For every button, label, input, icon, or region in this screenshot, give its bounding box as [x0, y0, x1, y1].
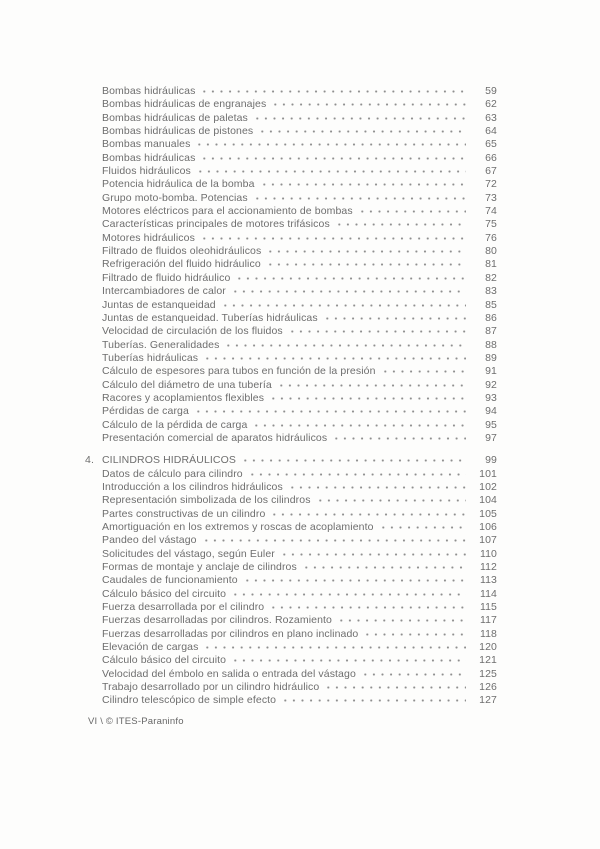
toc-entry-label: Caudales de funcionamiento — [102, 574, 238, 587]
toc-entry — [85, 379, 497, 392]
toc-entry-label: Intercambiadores de calor — [102, 285, 226, 298]
toc-entry — [85, 481, 497, 494]
dot-leader — [258, 127, 466, 134]
dot-leader — [253, 194, 466, 201]
dot-leader — [381, 367, 466, 374]
toc-entry-label: Racores y acoplamientos flexibles — [102, 391, 265, 404]
toc-entry — [85, 614, 497, 627]
toc-entry-label: Refrigeración del fluido hidráulico — [102, 258, 261, 271]
dot-leader — [221, 301, 466, 308]
toc-entry — [85, 574, 497, 587]
toc-entry — [85, 494, 497, 507]
toc-entry — [85, 588, 497, 601]
toc-entry-page-number: 80 — [485, 245, 497, 258]
dot-leader — [281, 696, 466, 703]
toc-entry-page-number: 88 — [485, 338, 497, 351]
toc-entry-page-number: 89 — [485, 351, 497, 364]
dot-leader — [323, 314, 466, 321]
toc-entry-page-number: 94 — [485, 405, 497, 418]
toc-entry-label: Motores hidráulicos — [102, 231, 195, 244]
toc-entry-page-number: 91 — [485, 365, 497, 378]
toc-entry-label: Filtrado de fluidos oleohidráulicos — [102, 245, 262, 258]
dot-leader — [248, 470, 466, 477]
toc-entry-label: Fuerzas desarrolladas por cilindros. Rozamiento — [102, 614, 332, 627]
toc-entry-page-number: 73 — [485, 191, 497, 204]
dot-leader — [271, 100, 466, 107]
toc-entry-page-number: 87 — [485, 325, 497, 338]
dot-leader — [202, 536, 466, 543]
toc-entry-page-number: 65 — [485, 138, 497, 151]
toc-entry — [85, 272, 497, 285]
toc-entry-label: Cálculo básico del circuito — [102, 587, 227, 600]
toc-entry — [85, 521, 497, 534]
chapter4-page-number: 99 — [485, 454, 497, 467]
toc-entry — [85, 312, 497, 325]
dot-leader — [288, 483, 466, 490]
toc-entry-page-number: 97 — [485, 431, 497, 444]
chapter4-title: CILINDROS HIDRÁULICOS — [102, 454, 236, 467]
toc-entry-page-number: 107 — [479, 534, 497, 547]
dot-leader — [200, 87, 466, 94]
dot-leader — [253, 114, 466, 121]
toc-entry-label: Tuberías hidráulicas — [102, 351, 199, 364]
toc-entry-page-number: 81 — [485, 258, 497, 271]
toc-entry-label: Grupo moto-bomba. Potencias — [102, 191, 248, 204]
toc-entry — [85, 694, 497, 707]
toc-entry-label: Presentación comercial de aparatos hidráulicos — [102, 431, 328, 444]
toc-entry — [85, 561, 497, 574]
toc-entry — [85, 432, 497, 445]
toc-entry-label: Elevación de cargas — [102, 641, 199, 654]
toc-entry-page-number: 64 — [485, 125, 497, 138]
toc-entry — [85, 125, 497, 138]
chapter4-number: 4. — [85, 454, 94, 467]
toc-entry-label: Fuerzas desarrolladas por cilindros en plano inclinado — [102, 627, 359, 640]
toc-entry-label: Datos de cálculo para cilindro — [102, 467, 243, 480]
toc-entry-page-number: 59 — [485, 85, 497, 97]
toc-entry-label: Bombas hidráulicas de pistones — [102, 125, 254, 138]
toc-entry-label: Potencia hidráulica de la bomba — [102, 178, 255, 191]
toc-entry-label: Formas de montaje y anclaje de cilindros — [102, 561, 297, 574]
toc-entry-label: Cálculo básico del circuito — [102, 654, 227, 667]
toc-entry — [85, 325, 497, 338]
dot-leader — [335, 220, 466, 227]
dot-leader — [302, 563, 466, 570]
toc-entry — [85, 178, 497, 191]
chapter3-entry-list — [85, 85, 497, 445]
dot-leader — [224, 341, 466, 348]
dot-leader — [280, 550, 466, 557]
toc-entry-label: Filtrado de fluido hidráulico — [102, 271, 231, 284]
toc-entry-page-number: 110 — [479, 547, 497, 560]
toc-entry — [85, 534, 497, 547]
toc-entry-page-number: 85 — [485, 298, 497, 311]
toc-entry — [85, 508, 497, 521]
toc-entry — [85, 405, 497, 418]
toc-entry — [85, 192, 497, 205]
toc-entry — [85, 601, 497, 614]
dot-leader — [270, 510, 466, 517]
toc-entry-page-number: 93 — [485, 391, 497, 404]
toc-entry — [85, 468, 497, 481]
toc-entry — [85, 232, 497, 245]
dot-leader — [316, 496, 466, 503]
toc-entry-label: Bombas hidráulicas de paletas — [102, 111, 248, 124]
toc-entry-page-number: 104 — [479, 494, 497, 507]
toc-entry — [85, 419, 497, 432]
table-of-contents — [85, 85, 497, 708]
toc-entry — [85, 339, 497, 352]
toc-entry-page-number: 121 — [479, 654, 497, 667]
toc-entry-label: Bombas hidráulicas — [102, 85, 196, 97]
toc-entry-page-number: 62 — [485, 98, 497, 111]
toc-entry-label: Amortiguación en los extremos y roscas de acoplamiento — [102, 521, 374, 533]
toc-entry-page-number: 127 — [479, 694, 497, 707]
dot-leader — [231, 287, 466, 294]
toc-entry-page-number: 83 — [485, 285, 497, 298]
page-footer: VI \ © ITES-Paraninfo — [88, 716, 184, 727]
chapter4-entry-list — [85, 468, 497, 708]
toc-entry-page-number: 63 — [485, 111, 497, 124]
toc-entry — [85, 138, 497, 151]
toc-entry — [85, 352, 497, 365]
dot-leader — [203, 643, 466, 650]
toc-entry-label: Bombas hidráulicas de engranajes — [102, 98, 267, 111]
toc-entry — [85, 218, 497, 231]
toc-entry-label: Características principales de motores trifásicos — [102, 218, 330, 231]
dot-leader — [200, 154, 466, 161]
toc-entry-label: Pérdidas de carga — [102, 405, 189, 418]
toc-entry — [85, 299, 497, 312]
toc-entry-page-number: 125 — [479, 667, 497, 680]
dot-leader — [277, 381, 466, 388]
dot-leader — [266, 260, 466, 267]
toc-entry-page-number: 120 — [479, 641, 497, 654]
toc-entry-page-number: 66 — [485, 151, 497, 164]
dot-leader — [241, 456, 466, 463]
toc-entry-page-number: 72 — [485, 178, 497, 191]
toc-entry-label: Cálculo del diámetro de una tubería — [102, 378, 272, 391]
toc-entry — [85, 668, 497, 681]
dot-leader — [203, 354, 466, 361]
toc-entry-label: Cilindro telescópico de simple efecto — [102, 694, 277, 707]
toc-entry-page-number: 118 — [479, 627, 497, 640]
dot-leader — [269, 603, 466, 610]
dot-leader — [324, 683, 466, 690]
dot-leader — [195, 140, 466, 147]
toc-entry-label: Juntas de estanqueidad — [102, 298, 216, 311]
toc-entry-page-number: 86 — [485, 311, 497, 324]
toc-entry-label: Cálculo de la pérdida de carga — [102, 418, 248, 431]
toc-entry-label: Bombas manuales — [102, 138, 191, 151]
dot-leader — [231, 656, 466, 663]
toc-entry — [85, 98, 497, 111]
toc-entry — [85, 641, 497, 654]
toc-entry-page-number: 105 — [479, 507, 497, 520]
toc-entry-label: Motores eléctricos para el accionamiento de bombas — [102, 205, 353, 218]
toc-entry-label: Introducción a los cilindros hidráulicos — [102, 480, 283, 493]
dot-leader — [266, 247, 466, 254]
toc-entry-page-number: 74 — [485, 205, 497, 218]
dot-leader — [358, 207, 466, 214]
dot-leader — [243, 576, 466, 583]
toc-entry — [85, 365, 497, 378]
dot-leader — [361, 670, 466, 677]
dot-leader — [252, 421, 466, 428]
toc-entry-label: Velocidad del émbolo en salida o entrada del vástago — [102, 667, 356, 680]
toc-entry-label: Fuerza desarrollada por el cilindro — [102, 601, 265, 614]
toc-entry-page-number: 67 — [485, 165, 497, 178]
chapter4-heading-row — [85, 454, 497, 467]
toc-entry-label: Trabajo desarrollado por un cilindro hidráulico — [102, 681, 320, 694]
toc-entry-page-number: 106 — [479, 521, 497, 533]
toc-entry-page-number: 112 — [479, 561, 497, 574]
toc-entry — [85, 165, 497, 178]
toc-entry-label: Bombas hidráulicas — [102, 151, 196, 164]
toc-entry — [85, 285, 497, 298]
toc-entry-label: Representación simbolizada de los cilindros — [102, 494, 311, 507]
toc-entry-label: Pandeo del vástago — [102, 534, 197, 547]
toc-entry-label: Partes constructivas de un cilindro — [102, 507, 266, 520]
toc-entry — [85, 112, 497, 125]
dot-leader — [231, 590, 466, 597]
toc-entry-label: Velocidad de circulación de los fluidos — [102, 325, 283, 338]
toc-entry — [85, 548, 497, 561]
toc-entry-page-number: 101 — [479, 467, 497, 480]
dot-leader — [337, 616, 466, 623]
toc-entry — [85, 654, 497, 667]
dot-leader — [200, 234, 466, 241]
dot-leader — [363, 630, 466, 637]
dot-leader — [269, 394, 466, 401]
dot-leader — [332, 434, 466, 441]
toc-entry-label: Juntas de estanqueidad. Tuberías hidráulicas — [102, 311, 318, 324]
dot-leader — [260, 180, 466, 187]
toc-entry-label: Fluidos hidráulicos — [102, 165, 191, 178]
toc-entry — [85, 258, 497, 271]
toc-entry-page-number: 75 — [485, 218, 497, 231]
toc-entry-page-number: 114 — [479, 587, 497, 600]
dot-leader — [196, 167, 466, 174]
toc-entry-page-number: 113 — [479, 574, 497, 587]
toc-entry — [85, 681, 497, 694]
toc-entry — [85, 85, 497, 98]
toc-entry-page-number: 126 — [479, 681, 497, 694]
toc-entry-page-number: 92 — [485, 378, 497, 391]
toc-entry — [85, 205, 497, 218]
toc-entry-page-number: 95 — [485, 418, 497, 431]
toc-entry-page-number: 82 — [485, 271, 497, 284]
toc-entry — [85, 245, 497, 258]
toc-entry-page-number: 102 — [479, 480, 497, 493]
toc-entry-page-number: 117 — [479, 614, 497, 627]
toc-entry-label: Cálculo de espesores para tubos en función de la presión — [102, 365, 376, 378]
toc-entry-page-number: 76 — [485, 231, 497, 244]
dot-leader — [288, 327, 466, 334]
toc-entry — [85, 628, 497, 641]
toc-entry — [85, 392, 497, 405]
toc-entry-page-number: 115 — [479, 601, 497, 614]
toc-entry-label: Tuberías. Generalidades — [102, 338, 220, 351]
dot-leader — [235, 274, 466, 281]
toc-entry — [85, 152, 497, 165]
dot-leader — [194, 407, 466, 414]
toc-entry-label: Solicitudes del vástago, según Euler — [102, 547, 275, 560]
dot-leader — [379, 523, 466, 530]
